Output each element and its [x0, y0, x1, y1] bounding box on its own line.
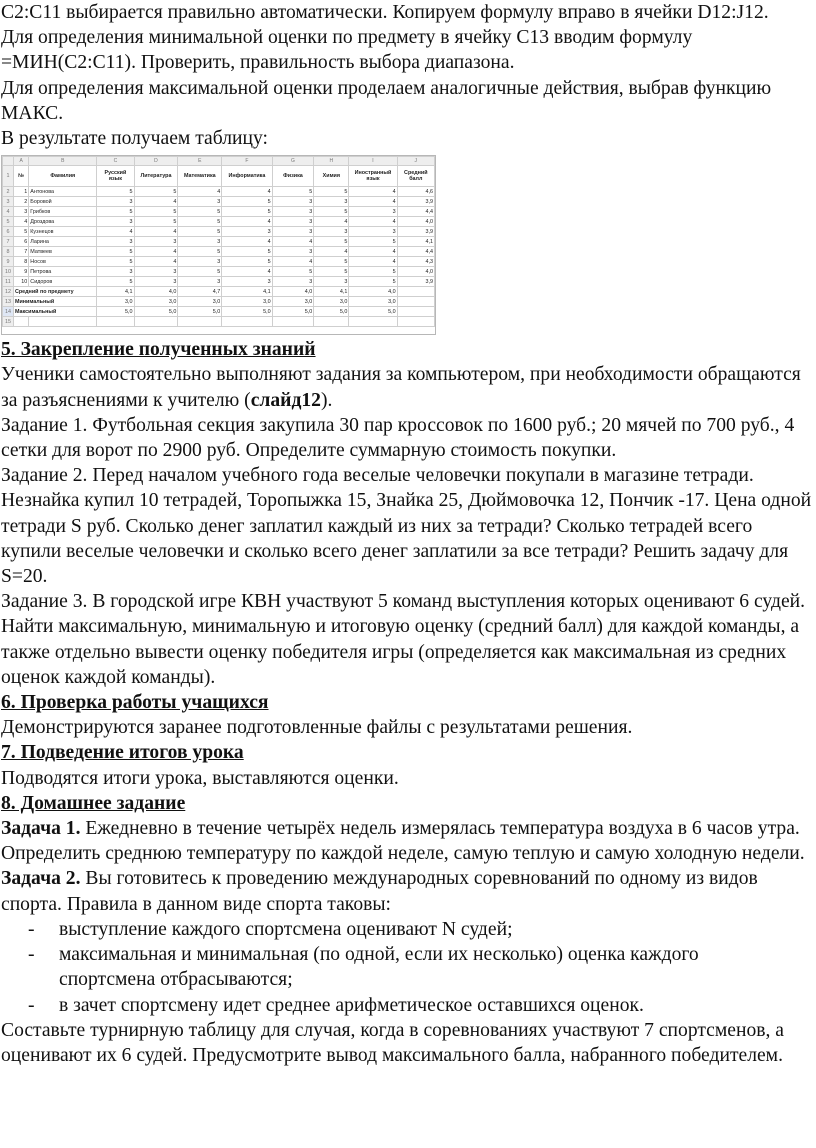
row-number: 12 — [3, 287, 14, 297]
row-number: 3 — [3, 197, 14, 207]
corner-cell — [3, 157, 14, 166]
column-letter: C — [97, 157, 134, 166]
table-cell: Сидоров — [29, 277, 97, 287]
table-cell: 5 — [178, 217, 222, 227]
table-cell: 5 — [97, 247, 134, 257]
table-cell: 3 — [178, 197, 222, 207]
column-letter: H — [314, 157, 349, 166]
table-cell: 4 — [349, 187, 397, 197]
row-number: 9 — [3, 257, 14, 267]
table-cell: Носов — [29, 257, 97, 267]
empty-cell — [29, 317, 97, 327]
row-number: 8 — [3, 247, 14, 257]
dash-bullet: - — [28, 918, 35, 940]
summary-cell: 3,0 — [178, 297, 222, 307]
table-cell: Матвеев — [29, 247, 97, 257]
table-cell: 4,6 — [397, 187, 434, 197]
table-cell: 4 — [178, 187, 222, 197]
table-cell: 5 — [13, 227, 28, 237]
table-cell: 4,0 — [397, 267, 434, 277]
column-letters-row — [3, 157, 435, 166]
summary-row — [3, 287, 435, 297]
row-number: 14 — [3, 307, 14, 317]
table-cell: 3 — [97, 197, 134, 207]
rules-list-item — [0, 942, 816, 992]
table-cell: 5 — [272, 267, 314, 277]
table-cell: 5 — [97, 207, 134, 217]
intro-paragraph-4: В результате получаем таблицу: — [1, 128, 268, 150]
table-cell: 4 — [97, 227, 134, 237]
summary-cell: 5,0 — [314, 307, 349, 317]
table-cell: 3,9 — [397, 227, 434, 237]
column-letter: F — [222, 157, 272, 166]
table-cell: 3 — [134, 267, 178, 277]
table-cell: 3 — [178, 277, 222, 287]
table-cell: 5 — [134, 207, 178, 217]
section5-intro — [0, 362, 816, 412]
table-cell: 4 — [134, 247, 178, 257]
table-cell: Дроздова — [29, 217, 97, 227]
table-cell: 8 — [13, 257, 28, 267]
table-cell: 3 — [97, 237, 134, 247]
summary-cell — [397, 307, 434, 317]
column-letter: G — [272, 157, 314, 166]
dash-bullet: - — [28, 994, 35, 1016]
row-number: 7 — [3, 237, 14, 247]
table-cell: 5 — [349, 277, 397, 287]
table-cell: 4 — [314, 247, 349, 257]
summary-label: Максимальный — [13, 307, 96, 317]
summary-row — [3, 307, 435, 317]
table-cell: 6 — [13, 237, 28, 247]
row-number: 10 — [3, 267, 14, 277]
section5-heading: 5. Закрепление полученных знаний — [1, 339, 316, 361]
rules-list-item — [0, 917, 816, 942]
summary-cell: 3,0 — [134, 297, 178, 307]
table-cell: 3 — [349, 207, 397, 217]
table-row — [3, 277, 435, 287]
table-cell: 4 — [349, 197, 397, 207]
table-cell: 4 — [222, 237, 272, 247]
table-row — [3, 257, 435, 267]
table-cell: 3 — [314, 227, 349, 237]
column-header: Фамилия — [29, 166, 97, 187]
summary-cell: 4,1 — [314, 287, 349, 297]
column-header: № — [13, 166, 28, 187]
table-cell: 2 — [13, 197, 28, 207]
task-3: Задание 3. В городской игре КВН участвуют 5 команд выступления которых оценивают 6 судей. Найти максимальную, минимальную и итоговую оценку (средний балл) для каждой команды, а также отдельно вывести оценку победителя игры (определяется как максимальная из средних оценок каждой команды). — [1, 591, 806, 688]
column-letter: D — [134, 157, 178, 166]
table-cell: 3 — [272, 217, 314, 227]
table-cell: 10 — [13, 277, 28, 287]
table-cell: 3 — [222, 277, 272, 287]
table-cell: 5 — [97, 257, 134, 267]
summary-cell: 5,0 — [178, 307, 222, 317]
table-cell: 3 — [272, 207, 314, 217]
section8-heading: 8. Домашнее задание — [1, 792, 186, 814]
table-cell: 3 — [134, 277, 178, 287]
row-number: 13 — [3, 297, 14, 307]
summary-label: Средний по предмету — [13, 287, 96, 297]
rule-text: выступление каждого спортсмена оценивают N судей; — [59, 918, 513, 940]
table-cell: 5 — [178, 207, 222, 217]
summary-cell: 4,0 — [349, 287, 397, 297]
column-header: Информатика — [222, 166, 272, 187]
empty-cell — [222, 317, 272, 327]
homework-task-2-label: Задача 2. — [1, 868, 81, 890]
table-cell: 4 — [349, 247, 397, 257]
summary-cell: 5,0 — [272, 307, 314, 317]
table-cell: Антонова — [29, 187, 97, 197]
table-cell: 4,4 — [397, 207, 434, 217]
table-cell: 3 — [272, 277, 314, 287]
table-cell: 5 — [97, 187, 134, 197]
table-row — [3, 217, 435, 227]
column-header: Литература — [134, 166, 178, 187]
section6-heading: 6. Проверка работы учащихся — [1, 692, 269, 714]
section5-text: Ученики самостоятельно выполняют задания за компьютером, при необходимости обращаются за разъяснениями к учителю ( — [1, 364, 801, 411]
section7-text: Подводятся итоги урока, выставляются оценки. — [1, 767, 399, 789]
summary-cell: 3,0 — [222, 297, 272, 307]
table-cell: Кузнецов — [29, 227, 97, 237]
table-cell: Грибков — [29, 207, 97, 217]
table-cell: 5 — [314, 257, 349, 267]
dash-bullet: - — [28, 944, 35, 966]
row-number: 6 — [3, 227, 14, 237]
summary-cell: 4,0 — [272, 287, 314, 297]
column-header: Математика — [178, 166, 222, 187]
homework-task-1-label: Задача 1. — [1, 818, 81, 840]
table-cell: 5 — [134, 217, 178, 227]
summary-cell: 4,0 — [134, 287, 178, 297]
row-number: 11 — [3, 277, 14, 287]
table-cell: 4 — [134, 197, 178, 207]
column-header: Физика — [272, 166, 314, 187]
table-cell: 3 — [178, 237, 222, 247]
table-row — [3, 207, 435, 217]
summary-cell: 5,0 — [134, 307, 178, 317]
table-cell: 3 — [272, 227, 314, 237]
table-cell: 7 — [13, 247, 28, 257]
column-header: Русский язык — [97, 166, 134, 187]
table-cell: 4 — [272, 237, 314, 247]
task-1: Задание 1. Футбольная секция закупила 30 пар кроссовок по 1600 руб.; 20 мячей по 700 руб., 4 сетки для ворот по 2900 руб. Определите суммарную стоимость покупки. — [1, 414, 795, 462]
table-cell: 3 — [134, 237, 178, 247]
rules-list — [0, 917, 816, 1018]
table-cell: 5 — [349, 237, 397, 247]
section7-heading: 7. Подведение итогов урока — [1, 742, 244, 764]
slide-reference: слайд12 — [250, 389, 321, 411]
table-cell: 3,9 — [397, 197, 434, 207]
table-cell: 5 — [314, 237, 349, 247]
table-cell: 3 — [272, 247, 314, 257]
empty-cell — [349, 317, 397, 327]
table-row — [3, 187, 435, 197]
empty-cell — [13, 317, 28, 327]
table-cell: 3 — [178, 257, 222, 267]
table-cell: 4 — [134, 227, 178, 237]
table-cell: 3 — [222, 227, 272, 237]
table-cell: 3 — [349, 227, 397, 237]
summary-cell: 3,0 — [314, 297, 349, 307]
column-letter: E — [178, 157, 222, 166]
table-cell: 3 — [97, 267, 134, 277]
table-cell: 4,1 — [397, 237, 434, 247]
homework-task-2-text: Вы готовитесь к проведению международных соревнований по одному из видов спорта. Правила в данном виде спорта таковы: — [1, 868, 758, 915]
table-cell: Боровой — [29, 197, 97, 207]
table-row — [3, 237, 435, 247]
row-number: 15 — [3, 317, 14, 327]
table-cell: 5 — [222, 197, 272, 207]
table-cell: 4 — [222, 187, 272, 197]
empty-cell — [272, 317, 314, 327]
summary-cell — [397, 287, 434, 297]
intro-paragraph-1: C2:C11 выбирается правильно автоматически. Копируем формулу вправо в ячейки D12:J12. — [1, 2, 769, 23]
table-cell: 4 — [222, 267, 272, 277]
table-cell: 5 — [134, 187, 178, 197]
table-row — [3, 267, 435, 277]
table-cell: 5 — [314, 267, 349, 277]
row-number: 2 — [3, 187, 14, 197]
table-cell: Петрова — [29, 267, 97, 277]
table-cell: 3 — [13, 207, 28, 217]
table-cell: 5 — [178, 267, 222, 277]
table-cell: 5 — [272, 187, 314, 197]
table-cell: 4 — [349, 217, 397, 227]
row-number: 5 — [3, 217, 14, 227]
rule-text: максимальная и минимальная (по одной, если их несколько) оценка каждого спортсмена отбрасываются; — [59, 944, 699, 991]
table-cell: 3 — [272, 197, 314, 207]
homework-task-2 — [0, 866, 816, 916]
section6-text: Демонстрируются заранее подготовленные файлы с результатами решения. — [1, 717, 633, 739]
header-row — [3, 166, 435, 187]
table-cell: 5 — [222, 257, 272, 267]
section5-text-end: ). — [320, 389, 333, 411]
table-cell: 5 — [178, 247, 222, 257]
intro-paragraph-3: Для определения максимальной оценки проделаем аналогичные действия, выбрав функцию МАКС. — [1, 77, 772, 124]
table-cell: 5 — [314, 207, 349, 217]
homework-task-1 — [0, 816, 816, 866]
summary-cell: 3,0 — [97, 297, 134, 307]
summary-label: Минимальный — [13, 297, 96, 307]
column-letter: I — [349, 157, 397, 166]
column-header: Средний балл — [397, 166, 434, 187]
column-letter: J — [397, 157, 434, 166]
table-cell: 4 — [272, 257, 314, 267]
homework-closing: Составьте турнирную таблицу для случая, когда в соревнованиях участвуют 7 спортсменов, а оценивают их 6 судей. Предусмотрите вывод максимального балла, набранного победителем. — [1, 1019, 784, 1066]
table-row — [3, 247, 435, 257]
table-cell: 5 — [97, 277, 134, 287]
table-cell: 4,0 — [397, 217, 434, 227]
column-letter: A — [13, 157, 28, 166]
empty-cell — [97, 317, 134, 327]
table-cell: 4 — [314, 217, 349, 227]
table-cell: 3 — [97, 217, 134, 227]
table-cell: 3,9 — [397, 277, 434, 287]
empty-cell — [134, 317, 178, 327]
table-cell: 1 — [13, 187, 28, 197]
table-cell: 4 — [349, 257, 397, 267]
spreadsheet-screenshot — [1, 155, 436, 335]
table-cell: 4,4 — [397, 247, 434, 257]
summary-cell: 4,1 — [222, 287, 272, 297]
summary-cell: 4,7 — [178, 287, 222, 297]
table-cell: 4 — [134, 257, 178, 267]
column-header: Иностранный язык — [349, 166, 397, 187]
table-cell: 5 — [349, 267, 397, 277]
summary-cell: 5,0 — [349, 307, 397, 317]
summary-cell: 4,1 — [97, 287, 134, 297]
table-cell: 5 — [314, 187, 349, 197]
empty-row — [3, 317, 435, 327]
row-number: 4 — [3, 207, 14, 217]
summary-cell: 3,0 — [349, 297, 397, 307]
table-cell: 4,3 — [397, 257, 434, 267]
table-cell: 5 — [178, 227, 222, 237]
summary-cell: 5,0 — [222, 307, 272, 317]
table-cell: 4 — [222, 217, 272, 227]
intro-paragraph-2: Для определения минимальной оценки по предмету в ячейку C13 вводим формулу =МИН(C2:C11). Проверить, правильность выбора диапазона. — [1, 27, 693, 74]
table-cell: Ларина — [29, 237, 97, 247]
summary-row — [3, 297, 435, 307]
table-cell: 3 — [314, 197, 349, 207]
spreadsheet-table — [2, 156, 435, 327]
empty-cell — [178, 317, 222, 327]
table-row — [3, 197, 435, 207]
task-2: Задание 2. Перед началом учебного года веселые человечки покупали в магазине тетради. Незнайка купил 10 тетрадей, Торопыжка 15, Знайка 25, Дюймовочка 12, Пончик -17. Цена одной тетради S руб. Сколько денег заплатил каждый из них за тетради? Сколько тетрадей всего купили веселые человечки и сколько всего денег заплатили за все тетради? Решить задачу для S=20. — [1, 465, 812, 588]
homework-task-1-text: Ежедневно в течение четырёх недель измерялась температура воздуха в 6 часов утра. Определить среднюю температуру по каждой неделе, самую теплую и самую холодную недели. — [1, 818, 805, 865]
table-cell: 5 — [222, 207, 272, 217]
table-cell: 4 — [13, 217, 28, 227]
empty-cell — [397, 317, 434, 327]
summary-cell: 3,0 — [272, 297, 314, 307]
summary-cell — [397, 297, 434, 307]
table-cell: 9 — [13, 267, 28, 277]
row-number: 1 — [3, 166, 14, 187]
table-cell: 3 — [314, 277, 349, 287]
summary-cell: 5,0 — [97, 307, 134, 317]
empty-cell — [314, 317, 349, 327]
column-letter: B — [29, 157, 97, 166]
rule-text: в зачет спортсмену идет среднее арифметическое оставшихся оценок. — [59, 994, 644, 1016]
table-cell: 5 — [222, 247, 272, 257]
column-header: Химия — [314, 166, 349, 187]
table-row — [3, 227, 435, 237]
rules-list-item — [0, 993, 816, 1018]
